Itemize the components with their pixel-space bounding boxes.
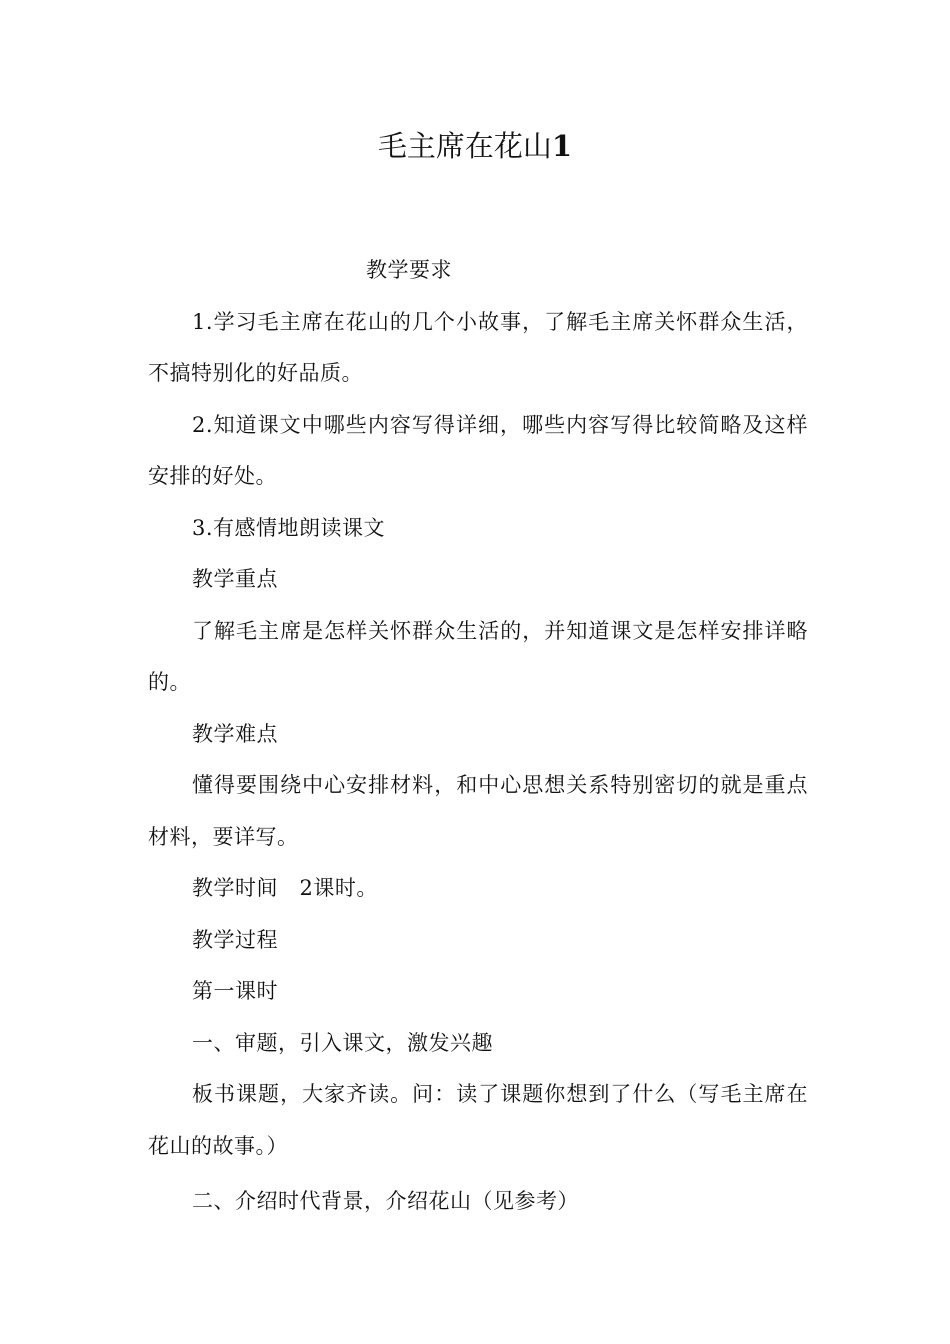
paragraph-step-1-detail: 板书课题，大家齐读。问：读了课题你想到了什么（写毛主席在花山的故事。）	[148, 1082, 808, 1158]
heading-teaching-focus: 教学重点	[192, 567, 278, 591]
document-body	[148, 245, 808, 1228]
paragraph-teaching-time: 教学时间 2课时。	[192, 876, 378, 900]
document-title	[0, 122, 950, 170]
paragraph-requirement-3: 3.有感情地朗读课文	[192, 515, 386, 540]
title-text: 毛主席在花山	[377, 129, 552, 163]
paragraph-teaching-difficulty: 懂得要围绕中心安排材料，和中心思想关系特别密切的就是重点材料，要详写。	[148, 773, 808, 849]
paragraph-teaching-focus: 了解毛主席是怎样关怀群众生活的，并知道课文是怎样安排详略的。	[148, 618, 808, 694]
heading-first-lesson: 第一课时	[192, 979, 278, 1003]
paragraph-requirement-2: 2.知道课文中哪些内容写得详细，哪些内容写得比较简略及这样安排的好处。	[148, 412, 808, 488]
paragraph-step-1: 一、审题，引入课文，激发兴趣	[192, 1030, 493, 1055]
heading-teaching-requirements: 教学要求	[366, 258, 452, 282]
title-number: 1	[551, 129, 573, 163]
heading-teaching-process: 教学过程	[192, 927, 278, 952]
heading-teaching-difficulty: 教学难点	[192, 721, 278, 746]
paragraph-requirement-1: 1.学习毛主席在花山的几个小故事，了解毛主席关怀群众生活，不搞特别化的好品质。	[148, 309, 808, 385]
paragraph-step-2: 二、介绍时代背景，介绍花山（见参考）	[192, 1189, 579, 1213]
